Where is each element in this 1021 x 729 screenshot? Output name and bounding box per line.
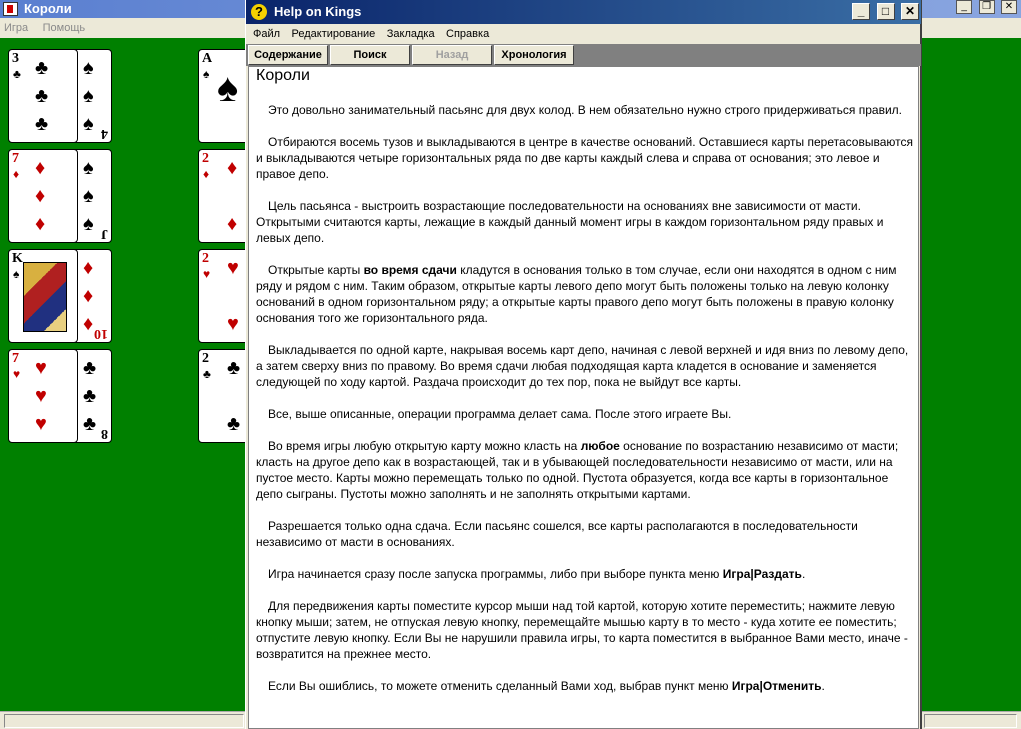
menu-game[interactable]: Игра [4, 22, 29, 34]
card-pip: ♦ [35, 157, 46, 179]
card-pip: ♣ [35, 57, 49, 79]
menu-file[interactable]: Файл [253, 28, 281, 40]
help-close-button[interactable]: ✕ [901, 3, 919, 20]
playing-card[interactable] [8, 349, 78, 443]
playing-card[interactable] [8, 249, 78, 343]
card-pip: ♣ [35, 113, 49, 135]
card-pip: ♦ [83, 285, 94, 307]
help-maximize-button[interactable]: □ [877, 3, 895, 20]
help-paragraph [256, 438, 914, 502]
help-titlebar[interactable] [246, 0, 921, 24]
paragraph-text: Игра начинается сразу после запуска программы, либо при выборе пункта меню [268, 567, 723, 581]
help-paragraph [256, 262, 914, 326]
card-pip: ♦ [83, 257, 94, 279]
card-pip: ♠ [83, 57, 94, 79]
paragraph-emphasis: любое [580, 439, 620, 453]
card-pip: ♠ [217, 66, 239, 110]
help-caption-buttons [850, 3, 919, 21]
card-pip: ♠ [83, 213, 94, 235]
help-paragraph: Разрешается только одна сдача. Если пасьянс сошелся, все карты располагаются в последовательности независимо от масти в основаниях. [256, 519, 858, 549]
playing-card[interactable] [8, 149, 78, 243]
card-rank: A [202, 51, 213, 66]
help-paragraph: Цель пасьянса - выстроить возрастающие последовательности на основаниях вне зависимости от масти. Открытыми считаются карты, лежащие в каждый данный момент игры в каждом горизонтальном ряду правых и левых депо. [256, 199, 884, 245]
status-panel [4, 714, 244, 728]
help-toolbar [246, 44, 921, 66]
card-suit-small: ♥ [203, 267, 211, 281]
help-paragraph: Все, выше описанные, операции программа делает сама. После этого играете Вы. [268, 407, 732, 421]
card-pip: ♦ [227, 213, 238, 235]
paragraph-text: Если Вы ошиблись, то можете отменить сделанный Вами ход, выбрав пункт меню [268, 679, 732, 693]
game-caption-buttons [954, 0, 1017, 18]
help-paragraph: Выкладывается по одной карте, накрывая восемь карт депо, начиная с левой верхней и идя вниз по левому депо, а затем сверху вниз по правому. Во время сдачи любая подходящая карта кладется в основание и заменяется следующей по ходу картой. Раздача происходит до тех пор, пока не выйдут все карты. [256, 343, 909, 389]
help-paragraph: Отбираются восемь тузов и выкладываются в центре в качестве оснований. Оставшиеся карты перетасовываются и выкладываются четыре горизонтальных ряда по две карты каждый слева и справа от основания; это левое и правое депо. [256, 135, 913, 181]
card-pip: ♥ [35, 413, 47, 435]
paragraph-text: Открытые карты [268, 263, 364, 277]
cards-app-icon [3, 2, 18, 16]
card-pip: ♥ [35, 385, 47, 407]
search-button[interactable]: Поиск [330, 45, 410, 65]
playing-card[interactable] [8, 49, 78, 143]
paragraph-text: . [801, 567, 806, 581]
card-pip: ♣ [227, 357, 241, 379]
help-question-icon: ? [251, 4, 267, 20]
menu-edit[interactable]: Редактирование [291, 28, 376, 40]
menu-help-help[interactable]: Справка [446, 28, 490, 40]
paragraph-text: основание по возрастанию независимо от масти; класть на другое депо как в возрастающей, так и в убывающей последовательности независимо от масти, или на пустое место. Карты можно перемещать только по одной. Пустота образуется, когда все карты в горизонтальное депо сыграны. Пустоты можно заполнять и не заполнять открытыми картами. [256, 439, 899, 501]
card-pip: ♦ [35, 185, 46, 207]
card-rank: 4 [101, 126, 108, 141]
help-minimize-button[interactable]: _ [852, 3, 870, 20]
card-rank: J [101, 226, 108, 241]
help-title: Help on Kings [274, 4, 362, 19]
menu-help[interactable]: Помощь [42, 22, 86, 34]
help-content[interactable] [248, 66, 919, 729]
status-panel [924, 714, 1017, 728]
card-pip: ♥ [35, 357, 47, 379]
menu-bookmark[interactable]: Закладка [386, 28, 435, 40]
history-button[interactable]: Хронология [494, 45, 574, 65]
card-pip: ♠ [83, 185, 94, 207]
card-pip: ♣ [227, 413, 241, 435]
card-rank: 2 [202, 251, 209, 266]
help-paragraph [256, 678, 914, 694]
card-rank: 7 [12, 151, 19, 166]
paragraph-text: . [821, 679, 825, 693]
court-card-image [23, 262, 67, 332]
paragraph-text: кладутся в основания только в том случае, если они находятся в одном с ним ряду и рядом с ним. Таким образом, открытые карты левого депо могут быть положены только на левую колонку оснований в одном горизонтальном ряду; а открытые карты правого депо могут быть положены в правую колонку основания того же горизонтального ряда. [256, 263, 897, 325]
card-pip: ♣ [35, 85, 49, 107]
card-pip: ♦ [227, 157, 238, 179]
paragraph-text: Во время игры любую открытую карту можно класть на [268, 439, 581, 453]
card-pip: ♥ [227, 313, 239, 335]
help-paragraph: Для передвижения карты поместите курсор мыши над той картой, которую хотите переместить; нажмите левую кнопку мыши; затем, не отпуская левую кнопку, перемещайте мышью карту в то место - куда хотите ее поместить; отпустите левую кнопку. Если Вы не нарушили правила игры, то карта поместится в выбранное Вами место, иначе - возвратится на прежнее место. [256, 599, 908, 661]
card-suit-small: ♦ [203, 167, 210, 181]
card-pip: ♥ [227, 257, 239, 279]
card-suit-small: ♠ [13, 267, 20, 281]
card-suit-small: ♥ [13, 367, 21, 381]
card-rank: 10 [94, 326, 108, 341]
contents-button[interactable]: Содержание [248, 45, 328, 65]
paragraph-emphasis: во время сдачи [363, 263, 457, 277]
card-rank: 2 [202, 351, 209, 366]
card-pip: ♠ [83, 157, 94, 179]
card-pip: ♦ [35, 213, 46, 235]
card-suit-small: ♠ [203, 67, 210, 81]
help-paragraph [256, 566, 914, 582]
card-rank: 2 [202, 151, 209, 166]
paragraph-emphasis: Игра|Раздать [722, 567, 802, 581]
help-paragraph: Это довольно занимательный пасьянс для двух колод. В нем обязательно нужно строго придерживаться правил. [268, 103, 903, 117]
restore-button[interactable]: ❐ [979, 0, 995, 14]
card-rank: 7 [12, 351, 19, 366]
paragraph-emphasis: Игра|Отменить [731, 679, 822, 693]
help-body [256, 102, 914, 710]
close-button[interactable]: ✕ [1001, 0, 1017, 14]
card-pip: ♣ [83, 385, 97, 407]
help-menubar [246, 24, 921, 44]
card-pip: ♠ [83, 85, 94, 107]
card-rank: K [12, 251, 23, 266]
card-pip: ♣ [83, 413, 97, 435]
card-pip: ♠ [83, 113, 94, 135]
minimize-button[interactable]: _ [956, 0, 972, 14]
help-window [245, 0, 922, 729]
page-title: Короли [256, 67, 310, 84]
card-suit-small: ♣ [203, 367, 211, 381]
card-suit-small: ♣ [13, 67, 21, 81]
card-pip: ♣ [83, 357, 97, 379]
back-button[interactable]: Назад [412, 45, 492, 65]
card-rank: 8 [101, 426, 108, 441]
card-rank: 3 [12, 51, 19, 66]
card-pip: ♦ [83, 313, 94, 335]
game-title: Короли [24, 1, 72, 16]
card-suit-small: ♦ [13, 167, 20, 181]
